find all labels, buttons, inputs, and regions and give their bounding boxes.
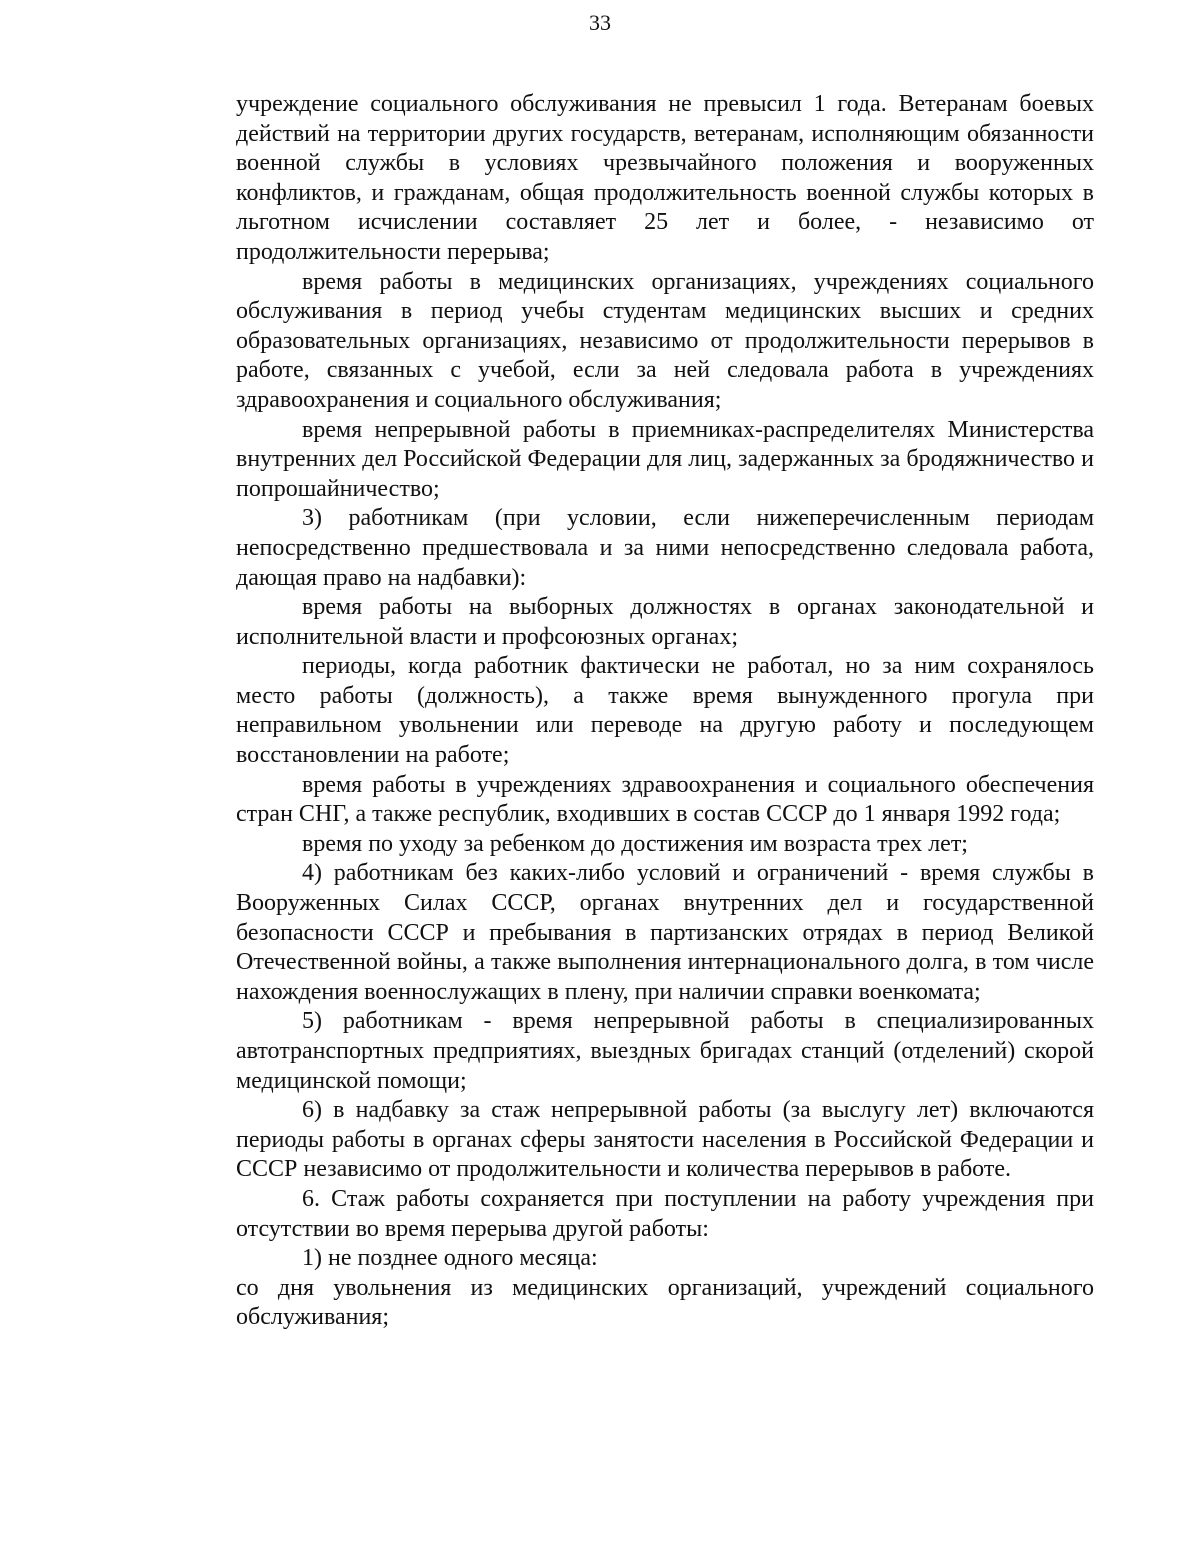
paragraph-10: 5) работникам - время непрерывной работы в специализированных автотранспортных предприятиях, выездных бригадах станций (отделений) скорой медицинской помощи; [236,1008,1094,1094]
document-body [236,90,1094,1333]
page-number: 33 [589,10,611,35]
paragraph-12: 6. Стаж работы сохраняется при поступлении на работу учреждения при отсутствии во время перерыва другой работы: [236,1185,1094,1242]
paragraph-1: учреждение социального обслуживания не превысил 1 года. Ветеранам боевых действий на территории других государств, ветеранам, исполняющим обязанности военной службы в условиях чрезвычайного положения и вооруженных конфликтов, и гражданам, общая продолжительность военной службы которых в льготном исчислении составляет 25 лет и более, - независимо от продолжительности перерыва; [236,91,1094,265]
paragraph-3: время непрерывной работы в приемниках-распределителях Министерства внутренних дел Российской Федерации для лиц, задержанных за бродяжничество и попрошайничество; [236,416,1094,502]
paragraph-5: время работы на выборных должностях в органах законодательной и исполнительной власти и профсоюзных органах; [236,594,1094,650]
paragraph-6: периоды, когда работник фактически не работал, но за ним сохранялось место работы (должность), а также время вынужденного прогула при неправильном увольнении или переводе на другую работу и последующем восстановлении на работе; [236,653,1094,769]
paragraph-2: время работы в медицинских организациях, учреждениях социального обслуживания в период учебы студентам медицинских высших и средних образовательных организациях, независимо от продолжительности перерывов в работе, связанных с учебой, если за ней следовала работа в учреждениях здравоохранения и социального обслуживания; [236,268,1094,413]
paragraph-11: 6) в надбавку за стаж непрерывной работы (за выслугу лет) включаются периоды работы в органах сферы занятости населения в Российской Федерации и СССР независимо от продолжительности и количества перерывов в работе. [236,1097,1094,1183]
paragraph-13: 1) не позднее одного месяца: [302,1245,598,1272]
paragraph-9: 4) работникам без каких-либо условий и ограничений - время службы в Вооруженных Силах СССР, органах внутренних дел и государственной безопасности СССР и пребывания в партизанских отрядах в период Великой Отечественной войны, а также выполнения интернационального долга, в том числе нахождения военнослужащих в плену, при наличии справки военкомата; [236,860,1094,1005]
paragraph-8: время по уходу за ребенком до достижения им возраста трех лет; [302,830,968,857]
paragraph-4: 3) работникам (при условии, если нижеперечисленным периодам непосредственно предшествовала и за ними непосредственно следовала работа, дающая право на надбавки): [236,505,1094,591]
paragraph-7: время работы в учреждениях здравоохранения и социального обеспечения стран СНГ, а также республик, входивших в состав СССР до 1 января 1992 года; [236,771,1094,828]
paragraph-14: со дня увольнения из медицинских организаций, учреждений социального обслуживания; [236,1274,1094,1331]
